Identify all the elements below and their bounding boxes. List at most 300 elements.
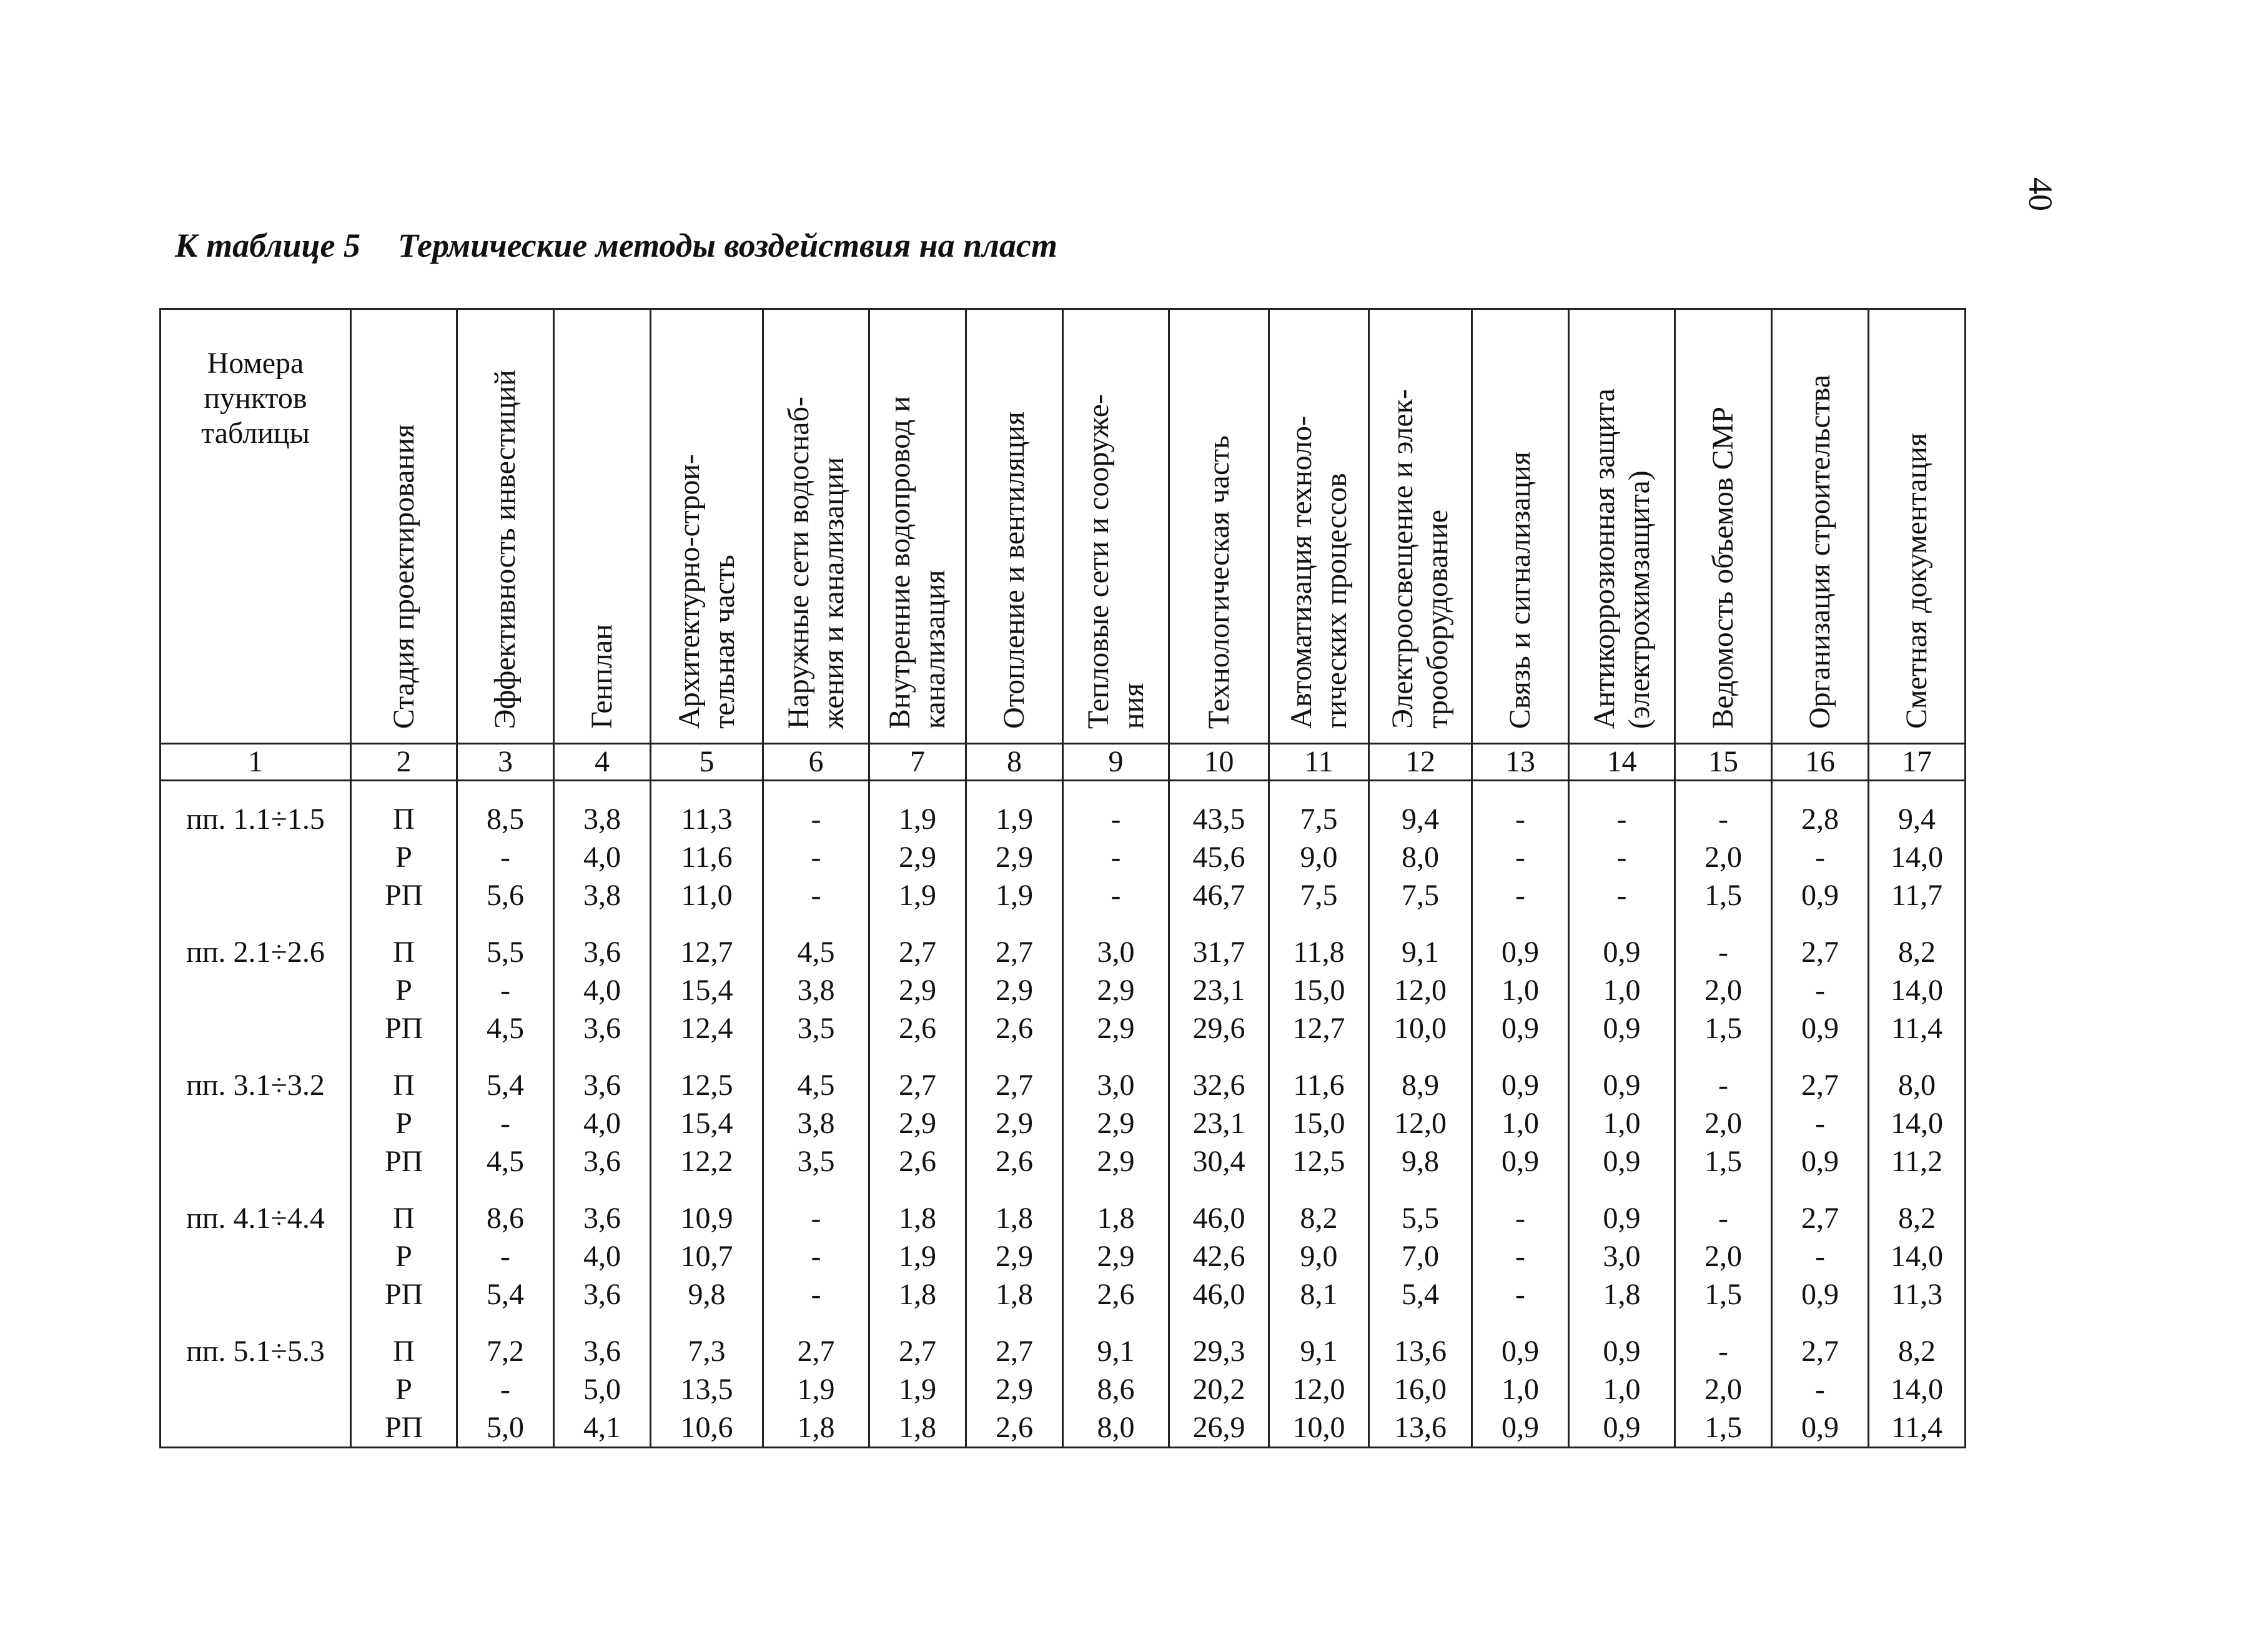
value-cell: -: [457, 971, 554, 1009]
stage-cell: Р: [351, 971, 457, 1009]
column-number: 15: [1675, 744, 1772, 781]
value-cell: 0,9: [1772, 1275, 1869, 1313]
value-cell: 2,8: [1772, 781, 1869, 839]
value-cell: 0,9: [1569, 1313, 1675, 1370]
stage-cell: Р: [351, 1104, 457, 1142]
header-row: [161, 309, 1966, 744]
column-number: 7: [869, 744, 966, 781]
stage-cell: РП: [351, 1275, 457, 1313]
column-number: 12: [1369, 744, 1472, 781]
column-number: 2: [351, 744, 457, 781]
stage-cell: П: [351, 1313, 457, 1370]
column-header-label: Антикоррозионная защита (электрохимзащита): [1587, 388, 1656, 729]
column-header: [763, 309, 869, 744]
value-cell: 9,8: [1369, 1142, 1472, 1180]
row-header-label: Номера пунктов таблицы: [201, 347, 310, 450]
value-cell: -: [763, 876, 869, 914]
table-row: [161, 1047, 1966, 1104]
value-cell: 1,0: [1472, 971, 1569, 1009]
value-cell: -: [457, 1370, 554, 1408]
value-cell: 10,9: [651, 1180, 763, 1237]
value-cell: 3,6: [554, 914, 651, 971]
value-cell: 1,9: [966, 781, 1063, 839]
value-cell: 9,1: [1063, 1313, 1169, 1370]
value-cell: 29,3: [1169, 1313, 1269, 1370]
group-label: [161, 1370, 351, 1408]
value-cell: 23,1: [1169, 971, 1269, 1009]
table-row: [161, 838, 1966, 876]
value-cell: 7,3: [651, 1313, 763, 1370]
value-cell: 4,5: [763, 914, 869, 971]
value-cell: 1,8: [1063, 1180, 1169, 1237]
value-cell: 9,0: [1269, 838, 1369, 876]
column-header: [966, 309, 1063, 744]
value-cell: 2,7: [869, 1047, 966, 1104]
value-cell: 0,9: [1772, 1142, 1869, 1180]
value-cell: 1,5: [1675, 1009, 1772, 1047]
value-cell: -: [1472, 781, 1569, 839]
value-cell: 2,0: [1675, 971, 1772, 1009]
value-cell: 2,6: [1063, 1275, 1169, 1313]
table-row: [161, 971, 1966, 1009]
value-cell: 11,2: [1869, 1142, 1966, 1180]
value-cell: 0,9: [1569, 914, 1675, 971]
value-cell: 2,0: [1675, 1370, 1772, 1408]
group-label: [161, 838, 351, 876]
value-cell: 0,9: [1772, 1009, 1869, 1047]
value-cell: 15,4: [651, 971, 763, 1009]
stage-cell: Р: [351, 1237, 457, 1275]
value-cell: 2,7: [1772, 1047, 1869, 1104]
value-cell: 11,3: [1869, 1275, 1966, 1313]
value-cell: 11,3: [651, 781, 763, 839]
value-cell: 9,4: [1869, 781, 1966, 839]
value-cell: 1,0: [1569, 1104, 1675, 1142]
value-cell: 14,0: [1869, 1104, 1966, 1142]
group-label: пп. 4.1÷4.4: [161, 1180, 351, 1237]
group-label: [161, 1408, 351, 1448]
column-header: [1472, 309, 1569, 744]
column-header-label: Тепловые сети и сооруже- ния: [1081, 393, 1150, 729]
value-cell: 8,6: [1063, 1370, 1169, 1408]
column-header-label: Внутренние водопровод и канализация: [883, 395, 951, 729]
group-label: [161, 971, 351, 1009]
table-row: [161, 1104, 1966, 1142]
value-cell: -: [1772, 971, 1869, 1009]
value-cell: 2,7: [869, 914, 966, 971]
value-cell: 12,5: [1269, 1142, 1369, 1180]
value-cell: 2,7: [1772, 914, 1869, 971]
value-cell: -: [1472, 1237, 1569, 1275]
stage-cell: П: [351, 1047, 457, 1104]
value-cell: 3,0: [1569, 1237, 1675, 1275]
value-cell: 2,7: [966, 914, 1063, 971]
value-cell: 1,8: [1569, 1275, 1675, 1313]
value-cell: 2,9: [869, 971, 966, 1009]
column-number: 6: [763, 744, 869, 781]
value-cell: 12,2: [651, 1142, 763, 1180]
table-row: [161, 1142, 1966, 1180]
value-cell: 3,6: [554, 1275, 651, 1313]
value-cell: -: [1569, 876, 1675, 914]
value-cell: 8,6: [457, 1180, 554, 1237]
value-cell: 15,0: [1269, 971, 1369, 1009]
column-number: 11: [1269, 744, 1369, 781]
column-number: 9: [1063, 744, 1169, 781]
stage-cell: П: [351, 914, 457, 971]
value-cell: -: [1772, 838, 1869, 876]
column-number: 8: [966, 744, 1063, 781]
value-cell: 1,5: [1675, 876, 1772, 914]
value-cell: 5,5: [1369, 1180, 1472, 1237]
column-header-label: Сметная документация: [1900, 433, 1933, 729]
value-cell: 7,0: [1369, 1237, 1472, 1275]
table-row: [161, 1408, 1966, 1448]
column-number: 3: [457, 744, 554, 781]
value-cell: -: [1675, 914, 1772, 971]
value-cell: -: [457, 838, 554, 876]
column-header-label: Наружные сети водоснаб- жения и канализации: [781, 396, 850, 729]
group-label: [161, 1104, 351, 1142]
group-label: пп. 2.1÷2.6: [161, 914, 351, 971]
value-cell: -: [1675, 1047, 1772, 1104]
value-cell: -: [1063, 838, 1169, 876]
value-cell: 2,9: [1063, 1142, 1169, 1180]
column-header-label: Электроосвещение и элек- трооборудование: [1386, 389, 1454, 729]
value-cell: 8,2: [1869, 1313, 1966, 1370]
stage-cell: Р: [351, 838, 457, 876]
column-header-label: Технологическая часть: [1202, 435, 1235, 729]
stage-cell: РП: [351, 876, 457, 914]
value-cell: 9,0: [1269, 1237, 1369, 1275]
value-cell: -: [1472, 838, 1569, 876]
value-cell: 8,0: [1369, 838, 1472, 876]
value-cell: 10,0: [1269, 1408, 1369, 1448]
value-cell: 2,9: [1063, 971, 1169, 1009]
value-cell: 20,2: [1169, 1370, 1269, 1408]
value-cell: -: [1675, 1313, 1772, 1370]
value-cell: 26,9: [1169, 1408, 1269, 1448]
value-cell: 8,9: [1369, 1047, 1472, 1104]
group-label: [161, 876, 351, 914]
value-cell: 1,8: [869, 1408, 966, 1448]
value-cell: 0,9: [1472, 1313, 1569, 1370]
value-cell: -: [1675, 1180, 1772, 1237]
value-cell: 4,0: [554, 1104, 651, 1142]
value-cell: 11,0: [651, 876, 763, 914]
value-cell: -: [763, 838, 869, 876]
value-cell: 30,4: [1169, 1142, 1269, 1180]
column-header-label: Эффективность инвестиций: [488, 369, 522, 729]
column-header: [554, 309, 651, 744]
value-cell: -: [1569, 838, 1675, 876]
value-cell: 14,0: [1869, 1370, 1966, 1408]
value-cell: 0,9: [1569, 1047, 1675, 1104]
value-cell: -: [763, 1180, 869, 1237]
value-cell: 2,9: [1063, 1009, 1169, 1047]
column-number: 17: [1869, 744, 1966, 781]
value-cell: 1,9: [869, 1237, 966, 1275]
table-row: [161, 1009, 1966, 1047]
value-cell: 2,7: [966, 1047, 1063, 1104]
value-cell: 2,6: [966, 1009, 1063, 1047]
column-header: [1063, 309, 1169, 744]
value-cell: 11,4: [1869, 1408, 1966, 1448]
value-cell: 3,6: [554, 1180, 651, 1237]
value-cell: -: [1675, 781, 1772, 839]
value-cell: 1,5: [1675, 1142, 1772, 1180]
value-cell: 7,2: [457, 1313, 554, 1370]
value-cell: 42,6: [1169, 1237, 1269, 1275]
value-cell: -: [1569, 781, 1675, 839]
value-cell: 1,5: [1675, 1408, 1772, 1448]
value-cell: 12,0: [1269, 1370, 1369, 1408]
stage-cell: РП: [351, 1009, 457, 1047]
value-cell: -: [1772, 1237, 1869, 1275]
value-cell: -: [1472, 876, 1569, 914]
table-row: [161, 876, 1966, 914]
value-cell: 10,6: [651, 1408, 763, 1448]
value-cell: 1,0: [1569, 971, 1675, 1009]
value-cell: 15,4: [651, 1104, 763, 1142]
value-cell: 4,0: [554, 971, 651, 1009]
column-header: [457, 309, 554, 744]
value-cell: 11,6: [1269, 1047, 1369, 1104]
value-cell: 9,4: [1369, 781, 1472, 839]
column-header: [651, 309, 763, 744]
value-cell: 2,9: [966, 1104, 1063, 1142]
value-cell: -: [1063, 781, 1169, 839]
value-cell: 15,0: [1269, 1104, 1369, 1142]
value-cell: 4,1: [554, 1408, 651, 1448]
table-row: [161, 1313, 1966, 1370]
value-cell: 2,9: [966, 1237, 1063, 1275]
value-cell: 12,0: [1369, 971, 1472, 1009]
value-cell: 0,9: [1772, 876, 1869, 914]
value-cell: 12,7: [1269, 1009, 1369, 1047]
value-cell: 12,5: [651, 1047, 763, 1104]
column-header-label: Связь и сигнализация: [1503, 451, 1536, 729]
value-cell: 2,7: [1772, 1313, 1869, 1370]
column-header: [1869, 309, 1966, 744]
value-cell: 8,2: [1269, 1180, 1369, 1237]
value-cell: 7,5: [1369, 876, 1472, 914]
value-cell: -: [1772, 1104, 1869, 1142]
value-cell: 46,0: [1169, 1180, 1269, 1237]
value-cell: 5,4: [457, 1047, 554, 1104]
value-cell: 2,0: [1675, 1237, 1772, 1275]
table-row: [161, 1275, 1966, 1313]
value-cell: 3,6: [554, 1047, 651, 1104]
column-number: 5: [651, 744, 763, 781]
value-cell: 3,0: [1063, 914, 1169, 971]
value-cell: 11,8: [1269, 914, 1369, 971]
column-header-label: Стадия проектирования: [387, 423, 420, 729]
value-cell: 0,9: [1569, 1408, 1675, 1448]
value-cell: 10,0: [1369, 1009, 1472, 1047]
value-cell: 14,0: [1869, 838, 1966, 876]
value-cell: 11,7: [1869, 876, 1966, 914]
value-cell: 13,5: [651, 1370, 763, 1408]
value-cell: 8,0: [1063, 1408, 1169, 1448]
value-cell: 8,0: [1869, 1047, 1966, 1104]
value-cell: -: [1772, 1370, 1869, 1408]
value-cell: 11,4: [1869, 1009, 1966, 1047]
value-cell: 14,0: [1869, 971, 1966, 1009]
value-cell: 43,5: [1169, 781, 1269, 839]
stage-cell: Р: [351, 1370, 457, 1408]
table-caption: [175, 226, 1057, 265]
value-cell: 2,7: [869, 1313, 966, 1370]
group-label: [161, 1275, 351, 1313]
value-cell: -: [1472, 1180, 1569, 1237]
value-cell: 2,0: [1675, 838, 1772, 876]
value-cell: 1,8: [869, 1180, 966, 1237]
value-cell: 5,0: [457, 1408, 554, 1448]
value-cell: 32,6: [1169, 1047, 1269, 1104]
value-cell: 2,9: [1063, 1237, 1169, 1275]
value-cell: 1,0: [1472, 1104, 1569, 1142]
value-cell: 2,0: [1675, 1104, 1772, 1142]
value-cell: 1,0: [1569, 1370, 1675, 1408]
value-cell: 14,0: [1869, 1237, 1966, 1275]
value-cell: 2,6: [869, 1009, 966, 1047]
value-cell: 2,9: [869, 1104, 966, 1142]
cost-distribution-table: [159, 308, 1966, 1448]
value-cell: 3,6: [554, 1142, 651, 1180]
table-body: [161, 744, 1966, 1448]
value-cell: 12,7: [651, 914, 763, 971]
value-cell: 0,9: [1472, 1408, 1569, 1448]
value-cell: 13,6: [1369, 1313, 1472, 1370]
row-header-cell: [161, 309, 351, 744]
value-cell: 12,4: [651, 1009, 763, 1047]
stage-cell: П: [351, 781, 457, 839]
value-cell: 46,7: [1169, 876, 1269, 914]
value-cell: -: [763, 1237, 869, 1275]
value-cell: 2,9: [869, 838, 966, 876]
value-cell: 13,6: [1369, 1408, 1472, 1448]
value-cell: 0,9: [1569, 1180, 1675, 1237]
table-row: [161, 781, 1966, 839]
column-header: [351, 309, 457, 744]
value-cell: 29,6: [1169, 1009, 1269, 1047]
column-header: [1169, 309, 1269, 744]
value-cell: 8,2: [1869, 1180, 1966, 1237]
value-cell: 5,4: [1369, 1275, 1472, 1313]
value-cell: 1,9: [869, 781, 966, 839]
column-header-label: Генплан: [585, 624, 618, 729]
value-cell: 10,7: [651, 1237, 763, 1275]
value-cell: 0,9: [1569, 1142, 1675, 1180]
value-cell: -: [457, 1237, 554, 1275]
column-number: 16: [1772, 744, 1869, 781]
column-header: [1269, 309, 1369, 744]
value-cell: 5,4: [457, 1275, 554, 1313]
column-header-label: Ведомость объемов СМР: [1706, 407, 1739, 729]
value-cell: 31,7: [1169, 914, 1269, 971]
column-number: 4: [554, 744, 651, 781]
stage-cell: РП: [351, 1142, 457, 1180]
value-cell: 4,5: [457, 1009, 554, 1047]
value-cell: 3,5: [763, 1009, 869, 1047]
value-cell: 1,5: [1675, 1275, 1772, 1313]
value-cell: 4,0: [554, 838, 651, 876]
value-cell: -: [763, 1275, 869, 1313]
column-header-label: Отопление и вентиляция: [997, 412, 1031, 729]
value-cell: 5,5: [457, 914, 554, 971]
value-cell: 8,5: [457, 781, 554, 839]
value-cell: 7,5: [1269, 876, 1369, 914]
value-cell: 2,9: [966, 1370, 1063, 1408]
column-header: [1369, 309, 1472, 744]
value-cell: 2,9: [1063, 1104, 1169, 1142]
value-cell: 3,8: [554, 781, 651, 839]
column-header: [869, 309, 966, 744]
value-cell: 0,9: [1472, 1142, 1569, 1180]
value-cell: 3,8: [763, 971, 869, 1009]
value-cell: 1,8: [763, 1408, 869, 1448]
value-cell: 1,8: [966, 1275, 1063, 1313]
value-cell: 4,0: [554, 1237, 651, 1275]
column-number: 13: [1472, 744, 1569, 781]
value-cell: 4,5: [457, 1142, 554, 1180]
group-label: пп. 1.1÷1.5: [161, 781, 351, 839]
value-cell: 3,5: [763, 1142, 869, 1180]
stage-cell: П: [351, 1180, 457, 1237]
value-cell: 9,1: [1269, 1313, 1369, 1370]
value-cell: 1,9: [869, 876, 966, 914]
group-label: пп. 3.1÷3.2: [161, 1047, 351, 1104]
value-cell: 0,9: [1472, 1047, 1569, 1104]
value-cell: 1,0: [1472, 1370, 1569, 1408]
value-cell: 8,1: [1269, 1275, 1369, 1313]
value-cell: 1,9: [869, 1370, 966, 1408]
column-header: [1675, 309, 1772, 744]
group-label: [161, 1237, 351, 1275]
group-label: пп. 5.1÷5.3: [161, 1313, 351, 1370]
value-cell: 23,1: [1169, 1104, 1269, 1142]
value-cell: 2,6: [869, 1142, 966, 1180]
value-cell: 2,7: [1772, 1180, 1869, 1237]
value-cell: 0,9: [1772, 1408, 1869, 1448]
value-cell: 4,5: [763, 1047, 869, 1104]
value-cell: 1,9: [966, 876, 1063, 914]
value-cell: 46,0: [1169, 1275, 1269, 1313]
caption-ref: К таблице 5: [175, 227, 360, 264]
value-cell: 11,6: [651, 838, 763, 876]
value-cell: 1,8: [869, 1275, 966, 1313]
caption-title: Термические методы воздействия на пласт: [397, 227, 1057, 264]
column-header: [1569, 309, 1675, 744]
stage-cell: РП: [351, 1408, 457, 1448]
value-cell: 2,7: [763, 1313, 869, 1370]
value-cell: 3,8: [554, 876, 651, 914]
value-cell: 3,0: [1063, 1047, 1169, 1104]
value-cell: 3,6: [554, 1009, 651, 1047]
column-number: 1: [161, 744, 351, 781]
value-cell: -: [763, 781, 869, 839]
value-cell: -: [1472, 1275, 1569, 1313]
page-number: 40: [2022, 177, 2059, 211]
value-cell: 5,0: [554, 1370, 651, 1408]
value-cell: 3,6: [554, 1313, 651, 1370]
value-cell: 5,6: [457, 876, 554, 914]
value-cell: 2,6: [966, 1142, 1063, 1180]
column-number: 10: [1169, 744, 1269, 781]
value-cell: 2,9: [966, 838, 1063, 876]
column-number-row: [161, 744, 1966, 781]
